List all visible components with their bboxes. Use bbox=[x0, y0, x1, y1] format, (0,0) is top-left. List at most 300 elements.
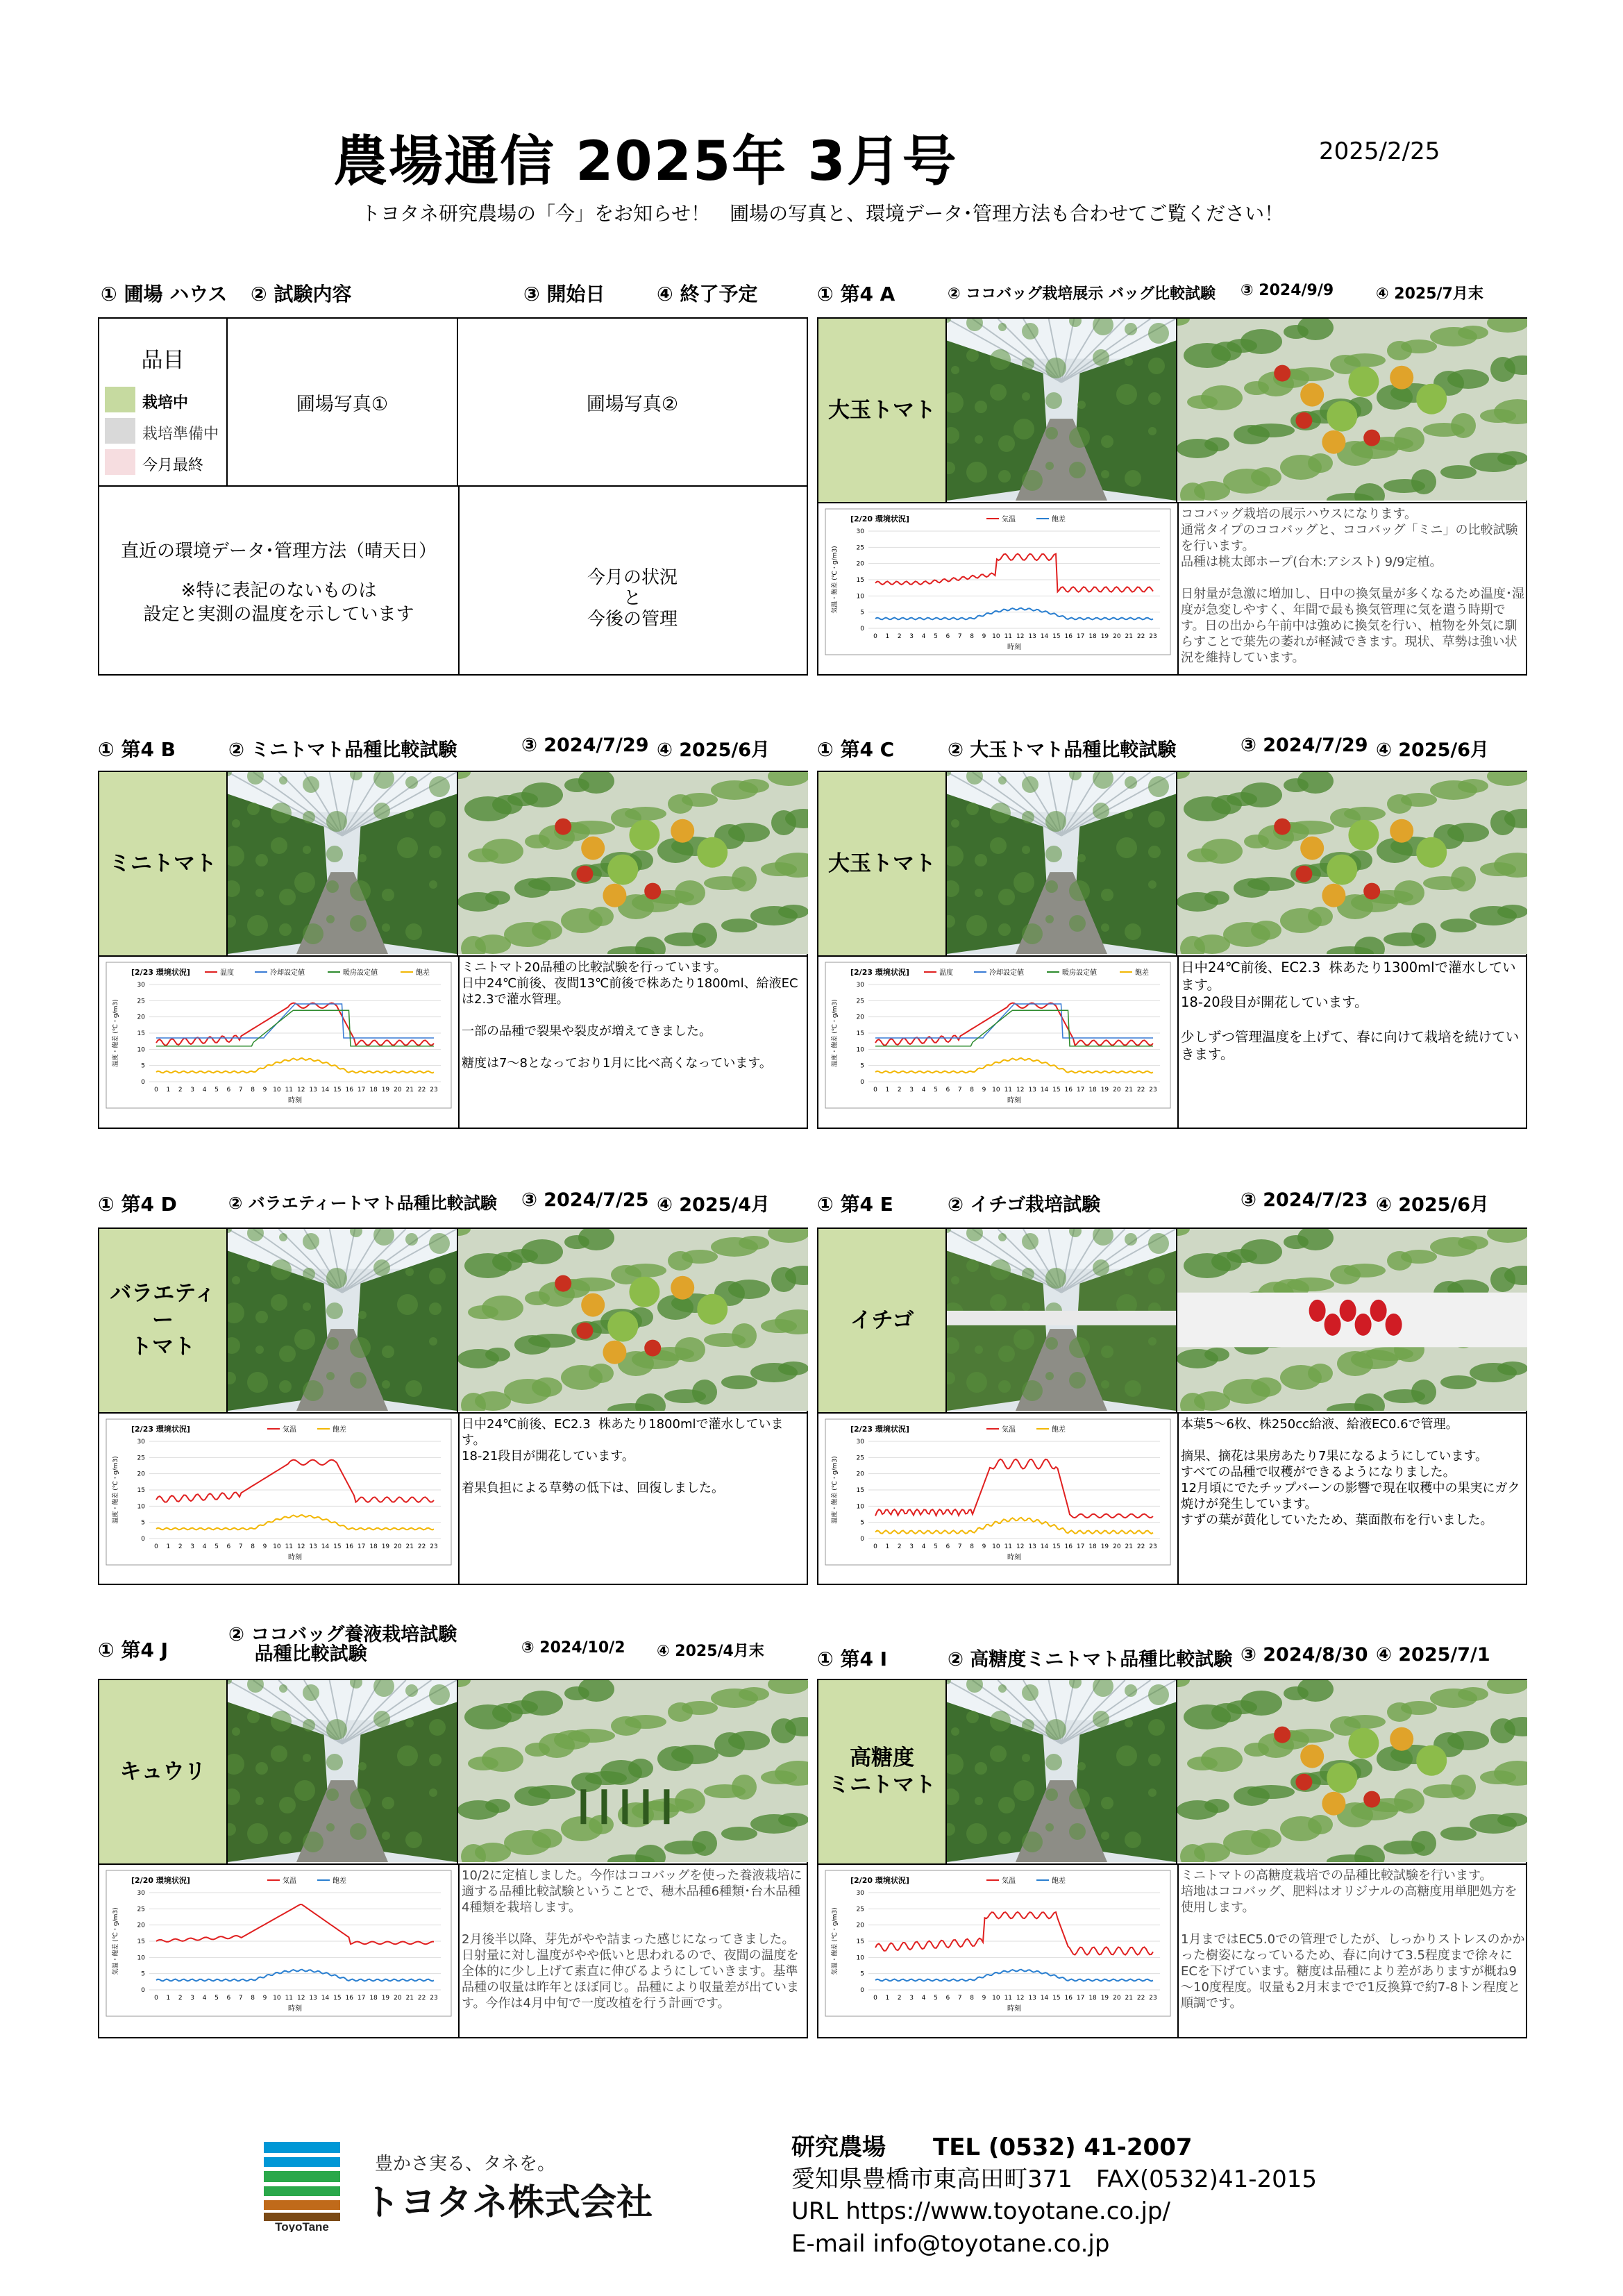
x-tick: 23 bbox=[430, 1087, 438, 1093]
contact-url[interactable]: URL https://www.toyotane.co.jp/ bbox=[791, 2197, 1170, 2226]
y-tick: 5 bbox=[860, 1062, 864, 1070]
x-tick: 8 bbox=[251, 1087, 255, 1093]
x-tick: 5 bbox=[934, 1087, 938, 1093]
x-tick: 5 bbox=[215, 1995, 219, 2002]
x-tick: 7 bbox=[957, 1087, 962, 1093]
y-tick: 10 bbox=[137, 1046, 145, 1054]
section-start: ③ 2024/10/2 bbox=[521, 1639, 625, 1657]
y-tick: 15 bbox=[856, 1938, 864, 1945]
legend-header-end: ④ 終了予定 bbox=[657, 283, 758, 305]
x-tick: 3 bbox=[190, 1543, 195, 1550]
chart-label: [2/20 環境状況] bbox=[850, 514, 909, 523]
x-tick: 15 bbox=[1052, 1995, 1061, 2002]
x-axis-label: 時刻 bbox=[288, 2005, 302, 2013]
x-tick: 12 bbox=[296, 1087, 305, 1093]
x-tick: 20 bbox=[394, 1543, 402, 1550]
x-tick: 10 bbox=[992, 1543, 1000, 1550]
section-end: ④ 2025/7月末 bbox=[1376, 285, 1483, 303]
chart-label: [2/23 環境状況] bbox=[850, 1425, 909, 1434]
x-axis-label: 時刻 bbox=[288, 1097, 302, 1105]
y-tick: 15 bbox=[856, 577, 864, 584]
x-tick: 16 bbox=[345, 1087, 353, 1093]
x-tick: 2 bbox=[897, 1087, 902, 1093]
x-tick: 20 bbox=[1113, 1543, 1121, 1550]
x-tick: 8 bbox=[970, 633, 974, 640]
x-tick: 18 bbox=[369, 1087, 378, 1093]
y-tick: 5 bbox=[141, 1519, 145, 1527]
x-tick: 21 bbox=[405, 1087, 414, 1093]
y-tick: 10 bbox=[137, 1954, 145, 1962]
x-tick: 3 bbox=[909, 633, 914, 640]
status-note: 日中24℃前後、EC2.3 株あたり1800mlで灌水しています。 18-21段目が開花しています。 着果負担による草勢の低下は、回復しました。 bbox=[462, 1417, 784, 1496]
x-tick: 19 bbox=[381, 1087, 390, 1093]
toyotane-logo bbox=[264, 2142, 791, 2235]
x-tick: 0 bbox=[873, 1087, 877, 1093]
contact-address: 愛知県豊橋市東高田町371 FAX(0532)41-2015 bbox=[791, 2165, 1317, 2194]
y-tick: 20 bbox=[856, 1922, 864, 1929]
legend-entry: 気温 bbox=[1002, 1877, 1016, 1885]
x-tick: 21 bbox=[1125, 1995, 1133, 2002]
legend-entry: 暖房設定値 bbox=[1062, 969, 1097, 977]
x-tick: 22 bbox=[1136, 1995, 1145, 2002]
section-box bbox=[98, 1679, 808, 2038]
legend-box bbox=[98, 317, 808, 676]
y-tick: 30 bbox=[856, 528, 864, 535]
legend-label-growing: 栽培中 bbox=[142, 394, 189, 412]
y-axis-label: 気温・飽差 (℃・g/m3) bbox=[832, 1907, 839, 1975]
y-tick: 20 bbox=[856, 560, 864, 568]
y-tick: 5 bbox=[860, 1519, 864, 1527]
x-tick: 19 bbox=[381, 1995, 390, 2002]
section-header bbox=[817, 1189, 1527, 1223]
x-tick: 16 bbox=[1064, 633, 1073, 640]
x-tick: 22 bbox=[1136, 633, 1145, 640]
x-tick: 6 bbox=[945, 1543, 950, 1550]
y-axis-label: 温度・飽差 (℃・g/m3) bbox=[832, 999, 839, 1067]
x-tick: 2 bbox=[897, 1995, 902, 2002]
y-tick: 20 bbox=[856, 1014, 864, 1021]
x-tick: 12 bbox=[296, 1995, 305, 2002]
x-tick: 17 bbox=[357, 1543, 366, 1550]
x-tick: 5 bbox=[934, 1995, 938, 2002]
y-tick: 5 bbox=[141, 1062, 145, 1070]
status-note: ココバッグ栽培の展示ハウスになります。 通常タイプのココバッグと、ココバッグ「ミニ」の比較試験を行います。 品種は桃太郎ホープ(台木:アシスト) 9/9定植。 日射量が急激に増加し、日中の換気量が多くなるため温度･湿度が急変しやすく、年間で最も換気管理に気を遣う時期です。日の出から午前中は強めに換気を行い、植物を外気に馴らすことで葉先の萎れが軽減できます。現状、草勢は強い状況を維持しています。 bbox=[1181, 507, 1524, 666]
contact-info bbox=[791, 2131, 1317, 2260]
field-photo-1 bbox=[947, 1229, 1177, 1412]
section-box bbox=[817, 1227, 1527, 1585]
section-test: ② 大玉トマト品種比較試験 bbox=[948, 739, 1177, 761]
x-axis-label: 時刻 bbox=[1007, 1554, 1021, 1561]
x-tick: 2 bbox=[178, 1087, 183, 1093]
section-start: ③ 2024/7/29 bbox=[1241, 735, 1368, 756]
x-tick: 15 bbox=[1052, 1543, 1061, 1550]
x-tick: 15 bbox=[333, 1087, 342, 1093]
y-tick: 30 bbox=[856, 1890, 864, 1897]
legend-env-note: 直近の環境データ･管理方法（晴天日） ※特に表記のないものは 設定と実測の温度を示しています bbox=[120, 541, 437, 625]
x-tick: 3 bbox=[190, 1087, 195, 1093]
x-tick: 23 bbox=[1149, 1543, 1157, 1550]
x-tick: 4 bbox=[921, 1543, 926, 1550]
section-test: ② 高糖度ミニトマト品種比較試験 bbox=[948, 1649, 1233, 1670]
y-tick: 0 bbox=[141, 1987, 145, 1994]
x-tick: 15 bbox=[333, 1543, 342, 1550]
environment-chart bbox=[101, 958, 457, 1111]
x-tick: 6 bbox=[945, 1087, 950, 1093]
x-tick: 11 bbox=[1004, 1087, 1013, 1093]
y-tick: 30 bbox=[856, 982, 864, 989]
x-tick: 19 bbox=[381, 1543, 390, 1550]
field-photo-1 bbox=[228, 1680, 458, 1863]
x-tick: 0 bbox=[154, 1543, 158, 1550]
section-start: ③ 2024/7/25 bbox=[521, 1189, 649, 1211]
legend-entry: 気温 bbox=[283, 1877, 296, 1885]
x-tick: 9 bbox=[262, 1087, 267, 1093]
x-tick: 5 bbox=[934, 633, 938, 640]
crop-label: 高糖度 ミニトマト bbox=[818, 1680, 947, 1863]
section-end: ④ 2025/7/1 bbox=[1376, 1644, 1490, 1666]
x-tick: 3 bbox=[909, 1087, 914, 1093]
field-photo-1 bbox=[947, 319, 1177, 502]
x-tick: 10 bbox=[992, 1995, 1000, 2002]
status-note: 10/2に定植しました。今作はココバッグを使った養液栽培に適する品種比較試験ということで、穂木品種6種類･台木品種4種類を栽培します。 2月後半以降、芽先がやや詰まった感じになってきました。日射量に対し温度がやや低いと思われるので、夜間の温度を全体的に少し上げて素直に伸びるようにしていきます。基準品種の収量は昨年とほぼ同じ。品種により収量差が出ています。今作は4月中旬で一度改植を行う計画です。 bbox=[462, 1868, 802, 2011]
y-tick: 15 bbox=[856, 1487, 864, 1494]
x-tick: 13 bbox=[1028, 1543, 1036, 1550]
legend-entry: 暖房設定値 bbox=[343, 969, 378, 977]
legend-photo1: 圃場写真① bbox=[228, 319, 458, 485]
legend-header bbox=[98, 279, 808, 307]
x-tick: 19 bbox=[1100, 1995, 1109, 2002]
logo-text: ToyoTane bbox=[275, 2220, 329, 2232]
section-header bbox=[98, 1189, 808, 1223]
environment-chart bbox=[820, 1415, 1176, 1568]
x-tick: 12 bbox=[296, 1543, 305, 1550]
environment-chart bbox=[820, 505, 1176, 657]
chart-label: [2/20 環境状況] bbox=[131, 1876, 190, 1885]
x-tick: 6 bbox=[945, 633, 950, 640]
x-tick: 11 bbox=[285, 1995, 294, 2002]
x-tick: 17 bbox=[1076, 1995, 1085, 2002]
section-end: ④ 2025/4月末 bbox=[657, 1643, 764, 1660]
company-name: トヨタネ株式会社 bbox=[364, 2182, 653, 2224]
legend-label-final: 今月最終 bbox=[142, 457, 204, 474]
x-tick: 17 bbox=[357, 1087, 366, 1093]
x-tick: 6 bbox=[226, 1087, 231, 1093]
x-tick: 10 bbox=[992, 633, 1000, 640]
section-field: ① 第4 I bbox=[817, 1648, 888, 1670]
y-axis-label: 温度・飽差 (℃・g/m3) bbox=[112, 999, 119, 1067]
x-tick: 16 bbox=[1064, 1087, 1073, 1093]
x-tick: 9 bbox=[262, 1543, 267, 1550]
x-tick: 11 bbox=[1004, 633, 1013, 640]
x-tick: 20 bbox=[1113, 1995, 1121, 2002]
section-field: ① 第4 A bbox=[817, 283, 895, 305]
y-tick: 15 bbox=[856, 1030, 864, 1037]
x-tick: 14 bbox=[1040, 1995, 1049, 2002]
x-tick: 9 bbox=[982, 1543, 986, 1550]
field-photo-2 bbox=[1177, 319, 1529, 502]
x-axis-label: 時刻 bbox=[288, 1554, 302, 1561]
page-title: 農場通信 2025年 3月号 bbox=[333, 131, 958, 193]
legend-entry: 飽差 bbox=[1052, 1877, 1066, 1885]
x-tick: 21 bbox=[405, 1543, 414, 1550]
y-tick: 5 bbox=[141, 1970, 145, 1978]
x-tick: 9 bbox=[262, 1995, 267, 2002]
legend-label-preparing: 栽培準備中 bbox=[142, 426, 219, 443]
y-tick: 30 bbox=[137, 1439, 145, 1446]
x-tick: 23 bbox=[1149, 633, 1157, 640]
environment-chart bbox=[101, 1866, 457, 2019]
x-tick: 20 bbox=[1113, 633, 1121, 640]
section-start: ③ 2024/7/23 bbox=[1241, 1189, 1368, 1211]
x-tick: 9 bbox=[982, 1995, 986, 2002]
legend-header-field: ① 圃場 ハウス bbox=[101, 283, 228, 305]
legend-entry: 気温 bbox=[283, 1426, 296, 1434]
x-tick: 22 bbox=[1136, 1087, 1145, 1093]
x-tick: 0 bbox=[873, 1543, 877, 1550]
x-tick: 18 bbox=[1088, 633, 1097, 640]
chart-label: [2/23 環境状況] bbox=[131, 968, 190, 977]
x-tick: 14 bbox=[321, 1543, 330, 1550]
x-tick: 2 bbox=[897, 1543, 902, 1550]
x-tick: 15 bbox=[1052, 633, 1061, 640]
legend-entry: 飽差 bbox=[1135, 969, 1149, 977]
x-tick: 12 bbox=[1016, 1543, 1025, 1550]
y-tick: 10 bbox=[137, 1503, 145, 1511]
x-tick: 7 bbox=[238, 1543, 243, 1550]
x-tick: 7 bbox=[957, 1543, 962, 1550]
x-tick: 4 bbox=[202, 1543, 207, 1550]
chart-label: [2/23 環境状況] bbox=[131, 1425, 190, 1434]
section-box bbox=[98, 1227, 808, 1585]
section-field: ① 第4 B bbox=[98, 738, 176, 761]
y-tick: 10 bbox=[856, 1954, 864, 1962]
legend-header-test: ② 試験内容 bbox=[251, 283, 352, 305]
section-end: ④ 2025/4月 bbox=[657, 1194, 771, 1216]
legend-entry: 冷却設定値 bbox=[270, 969, 305, 977]
x-tick: 1 bbox=[166, 1087, 171, 1093]
field-photo-2 bbox=[458, 1229, 809, 1412]
section-header bbox=[817, 735, 1527, 768]
crop-label: 大玉トマト bbox=[818, 319, 947, 502]
legend-entry: 冷却設定値 bbox=[989, 969, 1024, 977]
x-tick: 14 bbox=[1040, 1087, 1049, 1093]
x-tick: 8 bbox=[251, 1995, 255, 2002]
y-axis-label: 温度・飽差 (℃・g/m3) bbox=[112, 1456, 119, 1524]
x-tick: 20 bbox=[394, 1087, 402, 1093]
x-tick: 19 bbox=[1100, 1087, 1109, 1093]
tagline: 豊かさ実る、タネを。 bbox=[375, 2154, 556, 2175]
x-tick: 16 bbox=[345, 1995, 353, 2002]
y-tick: 0 bbox=[860, 626, 864, 632]
x-tick: 3 bbox=[909, 1995, 914, 2002]
section-field: ① 第4 C bbox=[817, 738, 895, 761]
status-note: ミニトマトの高糖度栽培での品種比較試験を行います。 培地はココバッグ、肥料はオリジナルの高糖度用単肥処方を使用します。 1月まではEC5.0での管理でしたが、しっかりストレスのかかった樹姿になっているため、春に向けて3.5程度まで徐々にECを下げています。糖度は品種により差がありますが概ね9～10度程度。収量も2月末までで1反換算で約7-8トン程度と順調です。 bbox=[1181, 1868, 1525, 2011]
contact-email[interactable]: E-mail info@toyotane.co.jp bbox=[791, 2229, 1110, 2258]
field-photo-2 bbox=[1177, 772, 1529, 955]
y-tick: 0 bbox=[860, 1987, 864, 1994]
x-tick: 16 bbox=[1064, 1543, 1073, 1550]
section-header bbox=[817, 279, 1527, 312]
x-tick: 15 bbox=[1052, 1087, 1061, 1093]
y-tick: 0 bbox=[860, 1536, 864, 1543]
y-tick: 30 bbox=[137, 982, 145, 989]
environment-chart bbox=[820, 1866, 1176, 2019]
x-tick: 4 bbox=[921, 1995, 926, 2002]
environment-chart bbox=[820, 958, 1176, 1111]
section-header bbox=[817, 1644, 1527, 1677]
crop-label: ミニトマト bbox=[99, 772, 228, 955]
section-box bbox=[817, 317, 1527, 676]
section-header bbox=[98, 1624, 808, 1668]
x-tick: 8 bbox=[970, 1543, 974, 1550]
x-tick: 8 bbox=[251, 1543, 255, 1550]
y-tick: 25 bbox=[856, 544, 864, 552]
y-tick: 20 bbox=[137, 1470, 145, 1478]
legend-status-note: 今月の状況 と 今後の管理 bbox=[587, 567, 678, 630]
x-tick: 1 bbox=[166, 1995, 171, 2002]
x-tick: 7 bbox=[957, 633, 962, 640]
x-tick: 18 bbox=[369, 1995, 378, 2002]
x-tick: 5 bbox=[934, 1543, 938, 1550]
x-tick: 21 bbox=[1125, 1087, 1133, 1093]
x-tick: 2 bbox=[178, 1995, 183, 2002]
section-field: ① 第4 J bbox=[98, 1639, 169, 1661]
x-tick: 17 bbox=[1076, 1543, 1085, 1550]
y-tick: 5 bbox=[860, 1970, 864, 1978]
x-tick: 16 bbox=[1064, 1995, 1073, 2002]
field-photo-1 bbox=[947, 1680, 1177, 1863]
x-tick: 1 bbox=[885, 1543, 890, 1550]
y-tick: 25 bbox=[856, 1455, 864, 1462]
x-tick: 14 bbox=[321, 1995, 330, 2002]
x-tick: 6 bbox=[945, 1995, 950, 2002]
x-tick: 0 bbox=[154, 1995, 158, 2002]
y-tick: 15 bbox=[137, 1487, 145, 1494]
x-tick: 22 bbox=[417, 1995, 426, 2002]
section-test: ② ココバッグ養液栽培試験 品種比較試験 bbox=[228, 1624, 457, 1666]
field-photo-2 bbox=[1177, 1680, 1529, 1863]
y-tick: 30 bbox=[137, 1890, 145, 1897]
x-tick: 21 bbox=[1125, 633, 1133, 640]
section-box bbox=[817, 771, 1527, 1129]
x-tick: 5 bbox=[215, 1087, 219, 1093]
section-field: ① 第4 E bbox=[817, 1193, 893, 1216]
x-tick: 3 bbox=[909, 1543, 914, 1550]
x-tick: 18 bbox=[1088, 1995, 1097, 2002]
x-tick: 12 bbox=[1016, 1995, 1025, 2002]
legend-entry: 飽差 bbox=[333, 1877, 346, 1885]
section-start: ③ 2024/8/30 bbox=[1241, 1644, 1368, 1666]
logo-mark-icon bbox=[264, 2142, 340, 2221]
x-tick: 14 bbox=[1040, 633, 1049, 640]
crop-label: イチゴ bbox=[818, 1229, 947, 1412]
x-tick: 19 bbox=[1100, 633, 1109, 640]
y-tick: 0 bbox=[860, 1079, 864, 1086]
y-tick: 25 bbox=[137, 1906, 145, 1913]
x-tick: 13 bbox=[309, 1995, 317, 2002]
y-tick: 20 bbox=[137, 1014, 145, 1021]
x-tick: 23 bbox=[430, 1995, 438, 2002]
field-photo-2 bbox=[1177, 1229, 1529, 1412]
y-tick: 10 bbox=[856, 593, 864, 601]
field-photo-1 bbox=[228, 1229, 458, 1412]
x-axis-label: 時刻 bbox=[1007, 644, 1021, 651]
x-tick: 13 bbox=[1028, 1087, 1036, 1093]
x-tick: 16 bbox=[345, 1543, 353, 1550]
x-tick: 21 bbox=[405, 1995, 414, 2002]
y-tick: 25 bbox=[856, 1906, 864, 1913]
page-subtitle: トヨタネ研究農場の「今」をお知らせ！ 圃場の写真と、環境データ･管理方法も合わせてご覧ください！ bbox=[361, 202, 1284, 225]
legend-entry: 飽差 bbox=[333, 1426, 346, 1434]
x-tick: 0 bbox=[873, 1995, 877, 2002]
chart-label: [2/20 環境状況] bbox=[850, 1876, 909, 1885]
section-start: ③ 2024/9/9 bbox=[1241, 282, 1334, 299]
x-tick: 2 bbox=[178, 1543, 183, 1550]
x-tick: 17 bbox=[1076, 1087, 1085, 1093]
field-photo-1 bbox=[228, 772, 458, 955]
x-tick: 20 bbox=[394, 1995, 402, 2002]
x-tick: 22 bbox=[417, 1543, 426, 1550]
section-box bbox=[817, 1679, 1527, 2038]
field-photo-2 bbox=[458, 1680, 809, 1863]
section-test: ② イチゴ栽培試験 bbox=[948, 1194, 1101, 1216]
x-tick: 23 bbox=[430, 1543, 438, 1550]
x-tick: 10 bbox=[273, 1087, 281, 1093]
x-tick: 14 bbox=[321, 1087, 330, 1093]
x-tick: 1 bbox=[885, 1087, 890, 1093]
legend-photo2: 圃場写真② bbox=[586, 393, 679, 415]
y-tick: 20 bbox=[856, 1470, 864, 1478]
y-tick: 10 bbox=[856, 1046, 864, 1054]
y-tick: 10 bbox=[856, 1503, 864, 1511]
y-tick: 25 bbox=[137, 998, 145, 1005]
x-tick: 1 bbox=[166, 1543, 171, 1550]
x-tick: 6 bbox=[226, 1995, 231, 2002]
x-tick: 18 bbox=[1088, 1543, 1097, 1550]
chart-label: [2/23 環境状況] bbox=[850, 968, 909, 977]
x-tick: 13 bbox=[1028, 1995, 1036, 2002]
x-tick: 17 bbox=[1076, 633, 1085, 640]
legend-entry: 気温 bbox=[1002, 516, 1016, 523]
legend-entry: 飽差 bbox=[1052, 1426, 1066, 1434]
x-tick: 13 bbox=[309, 1543, 317, 1550]
x-tick: 4 bbox=[202, 1087, 207, 1093]
x-tick: 21 bbox=[1125, 1543, 1133, 1550]
x-tick: 4 bbox=[921, 1087, 926, 1093]
legend-entry: 温度 bbox=[939, 969, 953, 977]
y-tick: 25 bbox=[856, 998, 864, 1005]
y-tick: 0 bbox=[141, 1536, 145, 1543]
x-tick: 7 bbox=[957, 1995, 962, 2002]
x-tick: 1 bbox=[885, 1995, 890, 2002]
x-tick: 9 bbox=[982, 1087, 986, 1093]
crop-label: キュウリ bbox=[99, 1680, 228, 1863]
legend-swatch-growing bbox=[105, 387, 135, 412]
x-tick: 13 bbox=[1028, 633, 1036, 640]
y-tick: 20 bbox=[137, 1922, 145, 1929]
status-note: 日中24℃前後、EC2.3 株あたり1300mlで灌水しています。 18-20段目が開花しています。 少しずつ管理温度を上げて、春に向けて栽培を続けていきます。 bbox=[1181, 960, 1520, 1062]
x-tick: 9 bbox=[982, 633, 986, 640]
y-tick: 5 bbox=[860, 609, 864, 617]
y-tick: 15 bbox=[137, 1938, 145, 1945]
status-note: ミニトマト20品種の比較試験を行っています。 日中24℃前後、夜間13℃前後で株あたり1800ml、給液ECは2.3で灌水管理。 一部の品種で裂果や裂皮が増えてきました。 糖度は7～8となっており1月に比べ高くなっています。 bbox=[462, 960, 798, 1071]
field-photo-2 bbox=[458, 772, 809, 955]
x-axis-label: 時刻 bbox=[1007, 2005, 1021, 2013]
x-tick: 11 bbox=[285, 1087, 294, 1093]
x-tick: 1 bbox=[885, 633, 890, 640]
x-tick: 7 bbox=[238, 1995, 243, 2002]
y-tick: 30 bbox=[856, 1439, 864, 1446]
